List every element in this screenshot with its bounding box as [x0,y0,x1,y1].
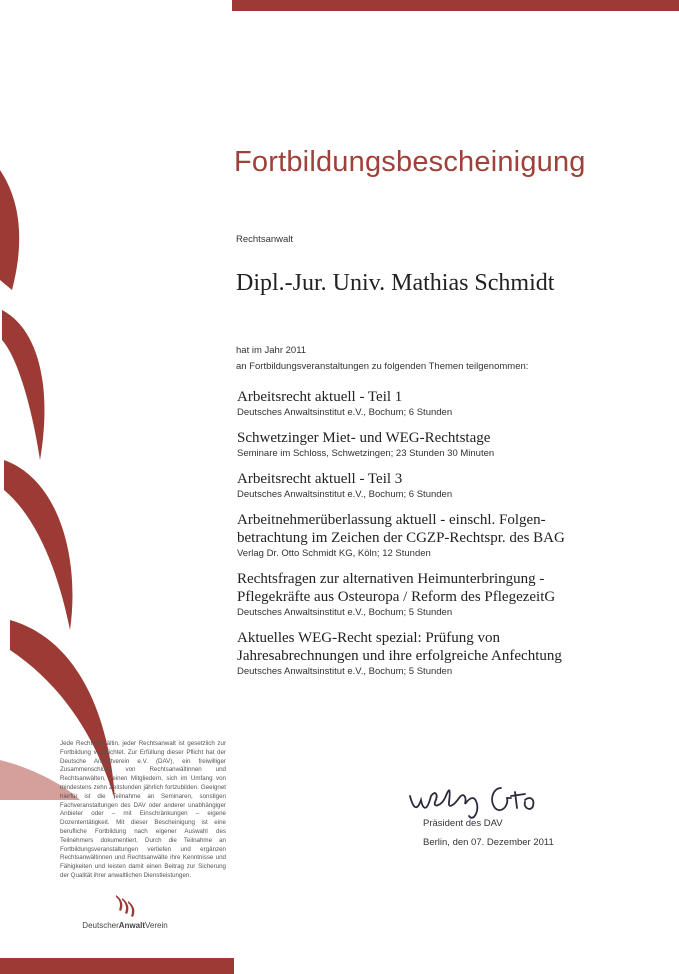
course-title: Arbeitsrecht aktuell - Teil 1 [237,389,403,405]
intro-line-year: hat im Jahr 2011 [236,345,307,356]
course-details: Deutsches Anwaltsinstitut e.V., Bochum; 6 Stunden [237,489,453,500]
course-details: Deutsches Anwaltsinstitut e.V., Bochum; 5 Stunden [237,607,453,618]
signer-role: Präsident des DAV [423,818,503,829]
decorative-swoosh-graphic [0,160,140,800]
course-item [237,629,637,679]
recipient-name: Dipl.-Jur. Univ. Mathias Schmidt [236,270,555,296]
course-item [237,429,637,461]
certificate-title: Fortbildungsbescheinigung [234,146,586,178]
course-list [237,388,637,688]
logo-word-anwalt: Anwalt [118,921,145,930]
course-title-continued: betrachtung im Zeichen der CGZP-Rechtspr. des BAG [237,530,565,546]
recipient-role: Rechtsanwalt [236,234,294,245]
intro-line-topics: an Fortbildungsveranstaltungen zu folgenden Themen teilgenommen: [236,361,529,372]
intro-text [236,343,528,375]
legal-notice: Jede Rechtsanwältin, jeder Rechtsanwalt ist gesetzlich zur Fortbildung verpflichtet. Zur Erfüllung dieser Pflicht hat der Deutsche Anwaltverein e.V. (DAV), ein freiwilliger Zusammenschluss von Rechtsanwältinnen und Rechtsanwälten, seinen Mitgliedern, sich im Umfang von mindestens zehn Zeitstunden jährlich fortzubilden. Geeignet hierfür ist die Teilnahme an Seminaren, sonstigen Fachveranstaltungen des DAV oder anderer unabhängiger Anbieter oder – mit Einschränkungen – eigene Dozententätigkeit. Mit dieser Bescheinigung ist eine berufliche Fortbildung nach eigener Auswahl des Teilnehmers dokumentiert. Durch die Teilnahme an Fortbildungsveranstaltungen vertiefen und ergänzen Rechtsanwältinnen und Rechtsanwälte ihre Kenntnisse und Fähigkeiten und leisten damit einen Beitrag zur Sicherung der Qualität ihrer anwaltlichen Dienstleistungen. [60,740,226,879]
course-title: Rechtsfragen zur alternativen Heimunterbringung - [237,571,545,587]
course-details: Deutsches Anwaltsinstitut e.V., Bochum; 6 Stunden [237,407,453,418]
course-title-continued: Pflegekräfte aus Osteuropa / Reform des PflegezeitG [237,589,556,605]
course-item [237,388,637,420]
course-title: Arbeitnehmerüberlassung aktuell - einschl. Folgen- [237,512,546,528]
course-title-continued: Jahresabrechnungen und ihre erfolgreiche Anfechtung [237,648,562,664]
course-details: Seminare im Schloss, Schwetzingen; 23 Stunden 30 Minuten [237,448,495,459]
course-item [237,470,637,502]
place-and-date: Berlin, den 07. Dezember 2011 [423,837,554,848]
course-item [237,570,637,620]
course-item [237,511,637,561]
course-title: Schwetzinger Miet- und WEG-Rechtstage [237,430,491,446]
dav-logo [60,893,190,930]
course-title: Aktuelles WEG-Recht spezial: Prüfung von [237,630,500,646]
course-title: Arbeitsrecht aktuell - Teil 3 [237,471,403,487]
course-details: Deutsches Anwaltsinstitut e.V., Bochum; 5 Stunden [237,666,453,677]
top-accent-bar [232,0,679,11]
dav-logo-wordmark [60,921,190,930]
logo-word-deutscher: Deutscher [82,921,119,930]
logo-word-verein: Verein [145,921,168,930]
bottom-accent-bar [0,958,234,974]
course-details: Verlag Dr. Otto Schmidt KG, Köln; 12 Stunden [237,548,431,559]
dav-logo-icon [113,893,137,919]
